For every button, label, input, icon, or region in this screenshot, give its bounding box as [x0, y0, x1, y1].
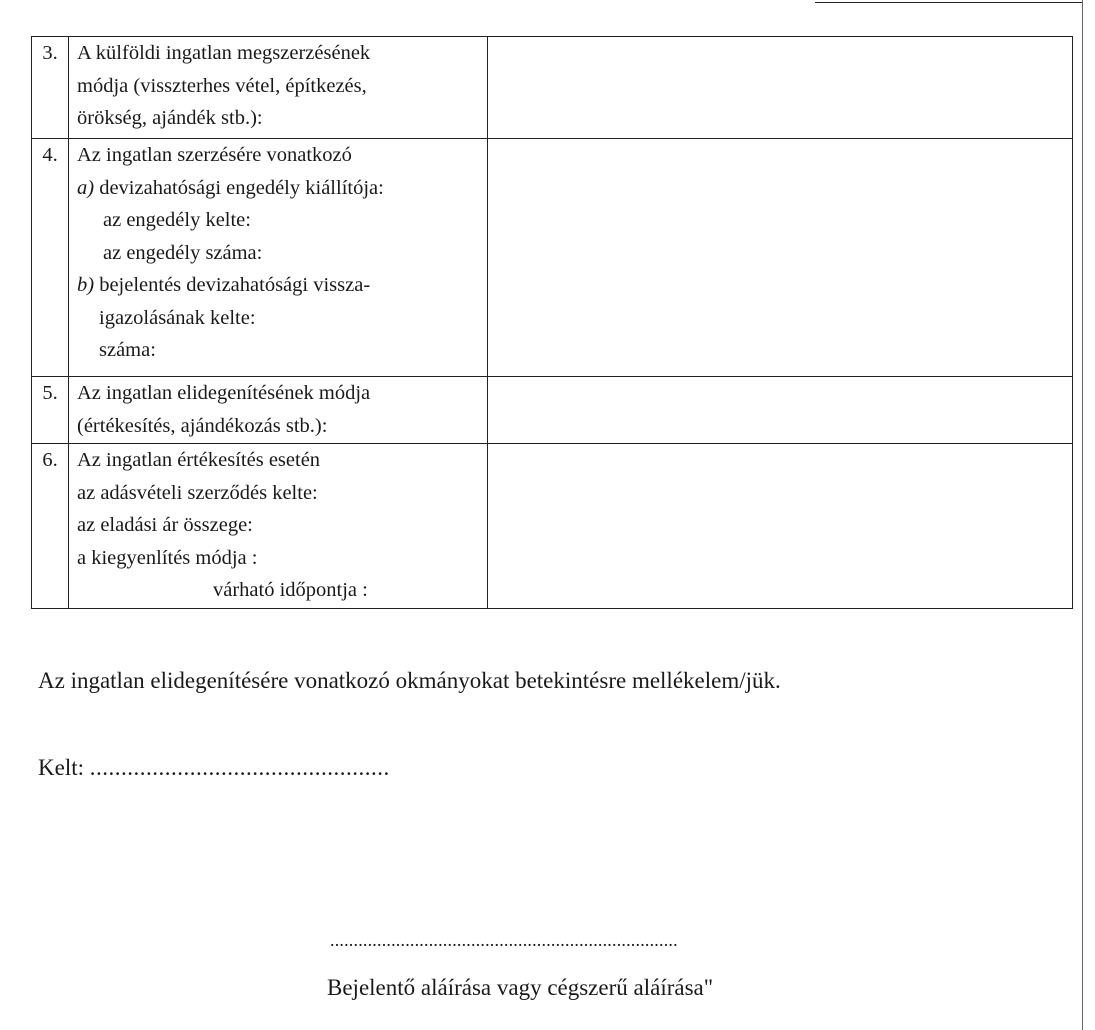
label-line-b [77, 269, 487, 302]
row-label [69, 444, 488, 609]
row-value-field[interactable] [488, 37, 1073, 139]
row-number: 3. [32, 37, 69, 139]
row-number: 6. [32, 444, 69, 609]
form-table [31, 36, 1073, 609]
attachment-statement: Az ingatlan elidegenítésére vonatkozó okmányokat betekintésre mellékelem/jük. [38, 668, 781, 693]
date-field[interactable]: ................................................ [89, 755, 390, 780]
table-row [32, 377, 1073, 444]
table-row [32, 37, 1073, 139]
label-line: igazolásának kelte: [99, 306, 256, 329]
label-line: száma: [99, 339, 156, 361]
date-label: Kelt: [38, 755, 84, 780]
sub-item-marker-b: b) [77, 274, 95, 296]
label-line: (értékesítés, ajándékozás stb.): [77, 414, 328, 437]
label-line: Az ingatlan értékesítés esetén [77, 449, 321, 471]
label-line: örökség, ajándék stb.): [77, 107, 263, 129]
label-text: bejelentés devizahatósági vissza- [99, 274, 371, 296]
row-value-field[interactable] [488, 444, 1073, 609]
row-number: 4. [32, 139, 69, 377]
row-label [69, 139, 488, 377]
label-line: az engedély száma: [103, 241, 263, 264]
label-text: devizahatósági engedély kiállítója: [99, 176, 384, 199]
sub-item-marker-a: a) [77, 176, 95, 199]
top-rule [815, 2, 1083, 3]
label-line: módja (visszterhes vétel, építkezés, [77, 74, 367, 97]
page-edge-line [1082, 0, 1083, 1030]
label-line-a [77, 172, 487, 205]
table-row [32, 444, 1073, 609]
label-line: az engedély kelte: [103, 209, 251, 231]
date-line [38, 755, 390, 781]
row-value-field[interactable] [488, 139, 1073, 377]
label-line: az adásvételi szerződés kelte: [77, 481, 318, 504]
row-label [69, 37, 488, 139]
label-line: az eladási ár összege: [77, 514, 253, 536]
label-line: Az ingatlan elidegenítésének módja [77, 382, 371, 404]
row-number: 5. [32, 377, 69, 444]
label-line: A külföldi ingatlan megszerzésének [77, 42, 371, 64]
signature-field[interactable]: .......................................................................... [330, 930, 678, 950]
signature-caption: Bejelentő aláírása vagy cégszerű aláírása" [327, 975, 714, 1000]
label-line: a kiegyenlítés módja : [77, 546, 258, 569]
label-line: várható időpontja : [213, 579, 368, 601]
label-line: Az ingatlan szerzésére vonatkozó [77, 144, 352, 166]
row-label [69, 377, 488, 444]
row-value-field[interactable] [488, 377, 1073, 444]
table-row [32, 139, 1073, 377]
